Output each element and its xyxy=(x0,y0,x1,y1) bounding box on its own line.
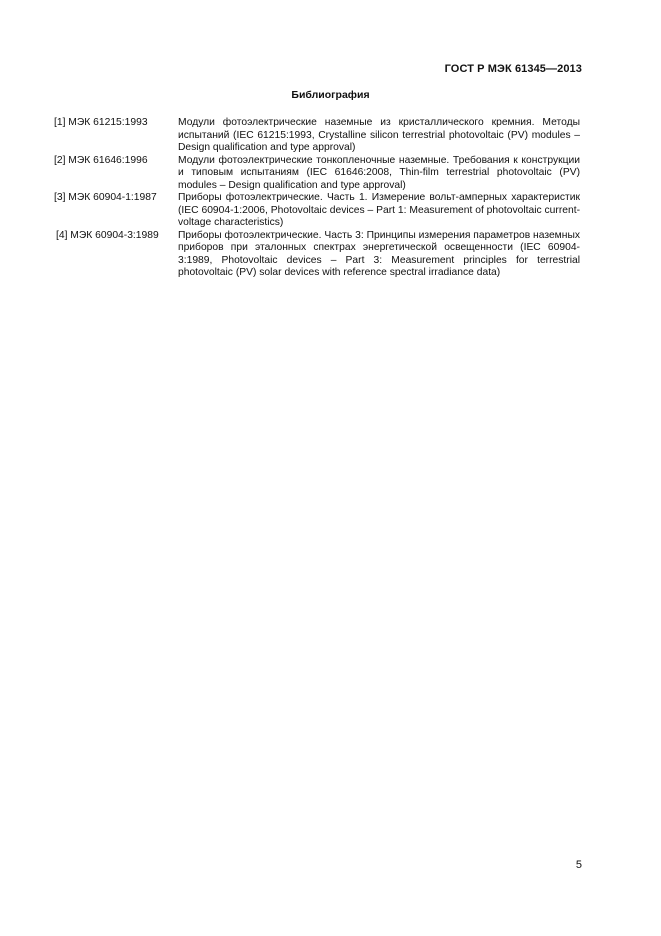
bibliography-ref: [3] МЭК 60904-1:1987 xyxy=(54,192,157,203)
standard-id-header: ГОСТ Р МЭК 61345—2013 xyxy=(444,63,582,75)
bibliography-ref: [1] МЭК 61215:1993 xyxy=(54,117,148,128)
bibliography-entry xyxy=(54,192,580,230)
bibliography-text: Приборы фотоэлектрические. Часть 3: Принципы измерения параметров наземных приборов при эталонных спектрах энергетической освещенности (IEC 60904-3:1989, Photovoltaic devices – Part 3: Measurement principles for terrestrial photovoltaic (PV) solar devices with reference spectral irradiance data) xyxy=(178,229,580,278)
bibliography-text: Модули фотоэлектрические наземные из кристаллического кремния. Методы испытаний (IEC 61215:1993, Crystalline silicon terrestrial photovoltaic (PV) modules – Design qualification and type approval) xyxy=(178,117,580,153)
section-title: Библиография xyxy=(291,89,370,101)
bibliography-entry xyxy=(54,155,580,193)
page-number: 5 xyxy=(575,859,582,871)
bibliography-entry xyxy=(54,117,580,155)
bibliography-list xyxy=(54,117,580,280)
bibliography-entry xyxy=(54,230,580,280)
bibliography-ref: [4] МЭК 60904-3:1989 xyxy=(56,229,159,241)
bibliography-ref: [2] МЭК 61646:1996 xyxy=(54,154,148,166)
bibliography-text: Модули фотоэлектрические тонкопленочные наземные. Требования к конструкции и типовым испытаниям (IEC 61646:2008, Thin-film terrestrial photovoltaic (PV) modules – Design qualification and type approval) xyxy=(178,154,580,191)
bibliography-text: Приборы фотоэлектрические. Часть 1. Измерение вольт-амперных характеристик (IEC 60904-1:2006, Photovoltaic devices – Part 1: Measurement of photovoltaic current-voltage characteristics) xyxy=(178,192,580,228)
